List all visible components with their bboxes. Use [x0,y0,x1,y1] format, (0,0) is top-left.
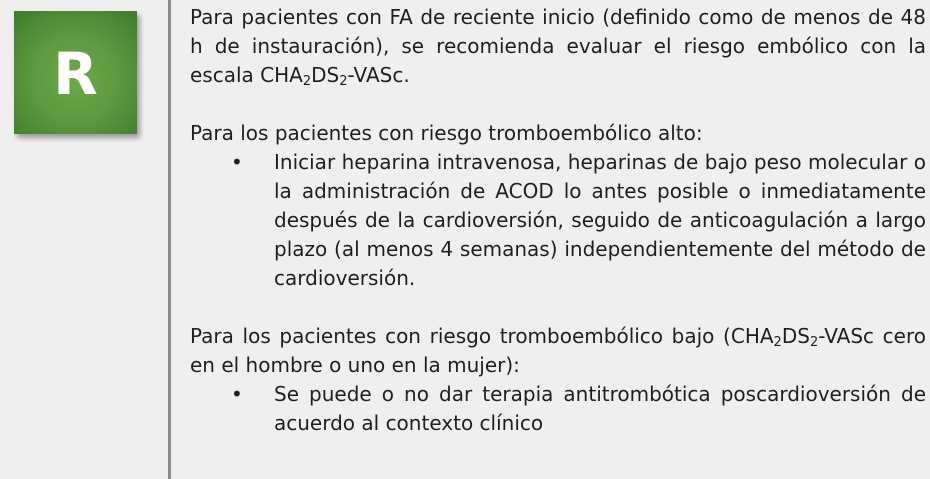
recommendation-column [0,0,168,479]
paragraph-cha2ds2vasc-evaluation: Para pacientes con FA de reciente inicio (definido como de menos de 48 h de instauración), se recomienda evaluar el riesgo embólico con la escala $CHA_2DS_2$-VASc. [190,5,926,89]
list-item: • Se puede o no dar terapia antitrombótica poscardioversión de acuerdo al contexto clínico [231,382,926,435]
paragraph-high-risk-intro: Para los pacientes con riesgo tromboembólico alto: [190,121,703,145]
paragraph-low-risk-intro: Para los pacientes con riesgo tromboembólico bajo ($CHA_2DS_2$-VASc cero en el hombre o uno en la mujer): [190,324,926,377]
high-risk-list [190,148,926,293]
low-risk-list [190,380,926,438]
list-item: • Iniciar heparina intravenosa, heparinas de bajo peso molecular o la administración de ACOD lo antes posible o inmediatamente después de la cardioversión, seguido de anticoagulación a largo plazo (al menos 4 semanas) independientemente del método de cardioversión. [231,150,926,290]
bullet-icon: • [231,382,243,406]
badge-letter: R [53,39,98,108]
column-divider [168,0,171,479]
recommendation-badge [14,11,137,134]
recommendation-text [190,3,926,438]
bullet-icon: • [231,150,243,174]
